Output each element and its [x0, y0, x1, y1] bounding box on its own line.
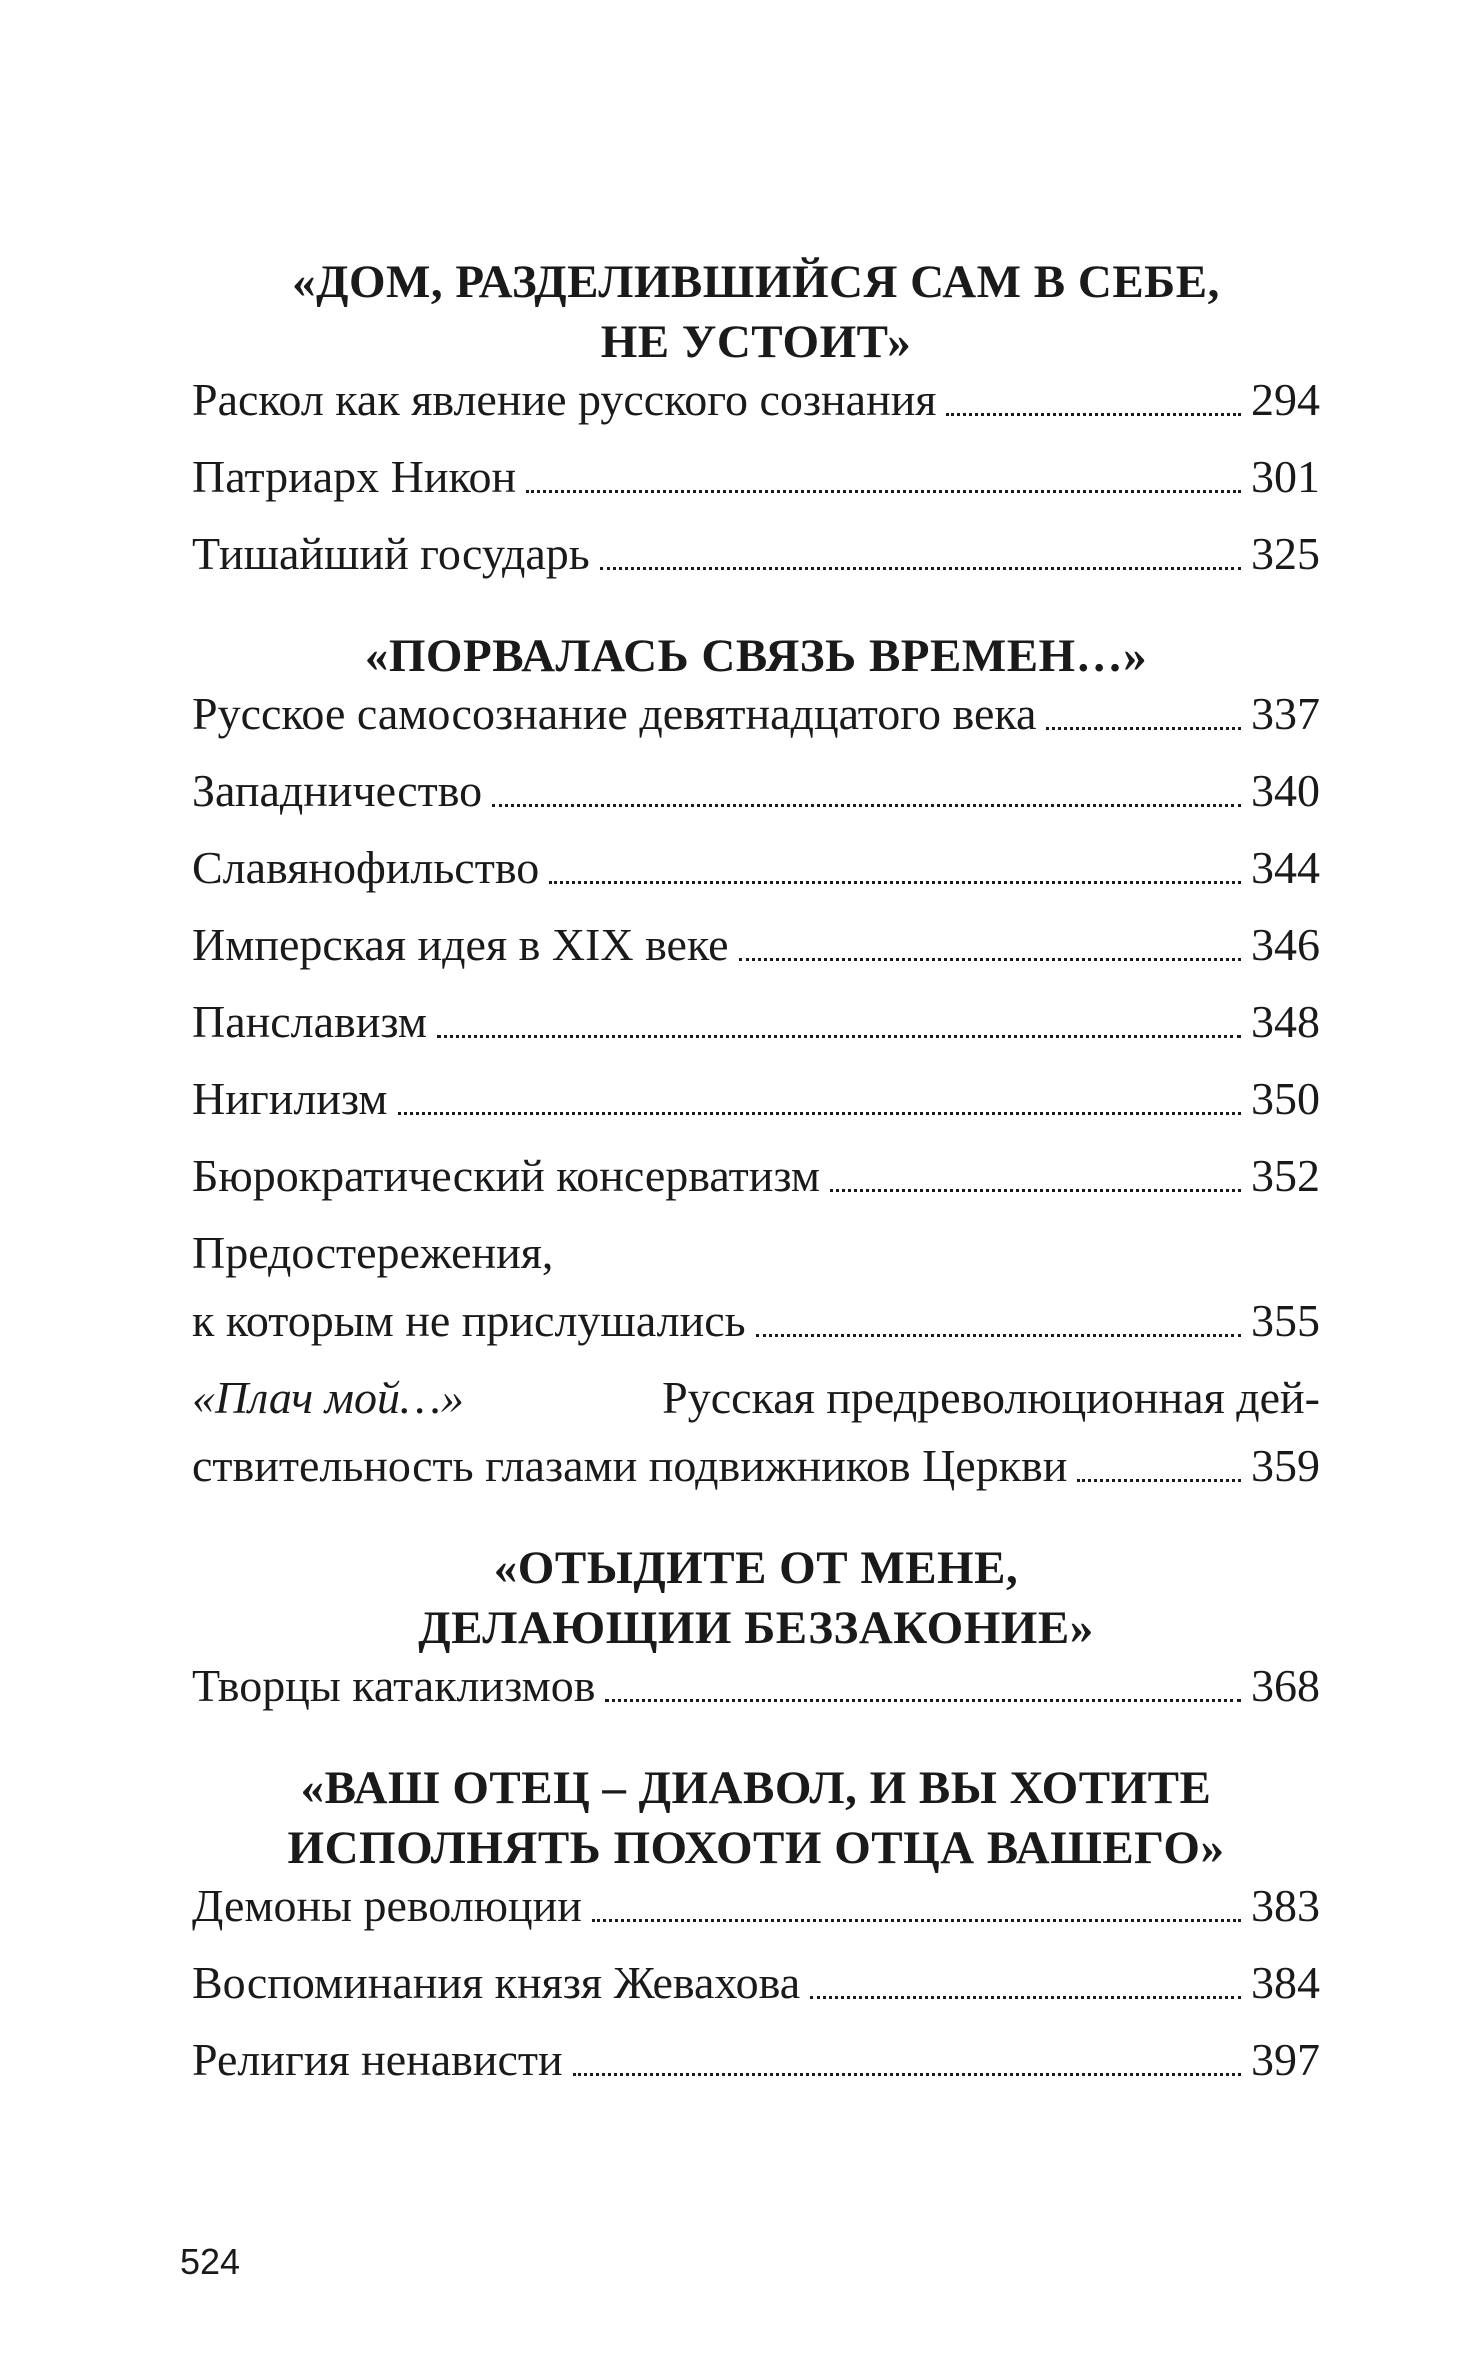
section-title-line: «ДОМ, РАЗДЕЛИВШИЙСЯ САМ В СЕБЕ,	[292, 256, 1220, 308]
page-number-footer: 524	[180, 2241, 241, 2282]
table-of-contents	[192, 252, 1320, 2132]
entry-label: Патриарх Никон	[192, 451, 517, 502]
entry-label: Религия ненависти	[192, 2034, 563, 2085]
dot-leader	[592, 1878, 1241, 1934]
entry-label-line	[192, 1370, 1320, 1426]
toc-entry[interactable]	[192, 840, 1320, 896]
toc-entry[interactable]	[192, 372, 1320, 428]
entry-label-line: к которым не прислушались	[192, 1295, 746, 1346]
toc-entry-last-line	[192, 1293, 1320, 1349]
entry-page-number: 294	[1251, 374, 1320, 425]
dot-leader	[549, 840, 1241, 896]
entry-label-line: Предостережения,	[192, 1227, 554, 1278]
entry-italic-lead: «Плач мой…»	[192, 1372, 464, 1423]
dot-leader	[1046, 686, 1241, 742]
dot-leader	[437, 994, 1241, 1050]
section-title-line: «ПОРВАЛАСЬ СВЯЗЬ ВРЕМЕН…»	[364, 630, 1148, 682]
dot-leader	[526, 449, 1241, 505]
entry-label: Панславизм	[192, 996, 428, 1047]
entry-page-number: 301	[1251, 451, 1320, 502]
toc-entry[interactable]	[192, 686, 1320, 742]
dot-leader	[573, 2032, 1241, 2088]
entry-page-number: 355	[1251, 1295, 1320, 1346]
toc-section	[192, 1538, 1320, 1714]
section-title-line: «ВАШ ОТЕЦ – ДИАВОЛ, И ВЫ ХОТИТЕ	[300, 1762, 1212, 1814]
entry-label: Бюрократический консерватизм	[192, 1150, 820, 1201]
entry-page-number: 397	[1251, 2034, 1320, 2085]
dot-leader	[946, 372, 1241, 428]
dot-leader	[1077, 1438, 1241, 1494]
entry-page-number: 350	[1251, 1073, 1320, 1124]
entry-page-number: 368	[1251, 1660, 1320, 1711]
entry-label: Русское самосознание девятнадцатого века	[192, 688, 1037, 739]
toc-entry-last-line	[192, 1438, 1320, 1494]
dot-leader	[756, 1293, 1241, 1349]
toc-entry[interactable]	[192, 1148, 1320, 1204]
toc-entry[interactable]	[192, 1658, 1320, 1714]
entry-page-number: 352	[1251, 1150, 1320, 1201]
toc-entry[interactable]	[192, 917, 1320, 973]
entry-label: Раскол как явление русского сознания	[192, 374, 937, 425]
dot-leader	[492, 763, 1241, 819]
section-title-line: ДЕЛАЮЩИИ БЕЗЗАКОНИЕ»	[418, 1602, 1094, 1654]
toc-entry[interactable]	[192, 1878, 1320, 1934]
toc-section	[192, 252, 1320, 582]
section-title	[192, 626, 1320, 686]
entry-page-number: 383	[1251, 1880, 1320, 1931]
entry-label: Имперская идея в XIX веке	[192, 919, 729, 970]
entry-page-number: 359	[1251, 1440, 1320, 1491]
entry-label-rest: Русская предреволюционная дей-	[662, 1372, 1320, 1423]
section-title-line: «ОТЫДИТЕ ОТ МЕНЕ,	[493, 1542, 1019, 1594]
dot-leader	[398, 1071, 1241, 1127]
entry-page-number: 337	[1251, 688, 1320, 739]
toc-entry[interactable]	[192, 994, 1320, 1050]
entry-page-number: 384	[1251, 1957, 1320, 2008]
toc-section	[192, 626, 1320, 1494]
entry-page-number: 348	[1251, 996, 1320, 1047]
section-title	[192, 1758, 1320, 1878]
toc-entry[interactable]	[192, 449, 1320, 505]
entry-label: Демоны революции	[192, 1880, 582, 1931]
entry-page-number: 340	[1251, 765, 1320, 816]
toc-entry[interactable]	[192, 763, 1320, 819]
entry-label: Западничество	[192, 765, 483, 816]
entry-label: Тишайший государь	[192, 528, 590, 579]
entry-label-line: ствительность глазами подвижников Церкви	[192, 1440, 1068, 1491]
toc-section	[192, 1758, 1320, 2088]
toc-entry[interactable]	[192, 2032, 1320, 2088]
entry-label: Воспоминания князя Жевахова	[192, 1957, 801, 2008]
section-title	[192, 1538, 1320, 1658]
dot-leader	[739, 917, 1241, 973]
dot-leader	[830, 1148, 1241, 1204]
entry-label: Славянофильство	[192, 842, 540, 893]
entry-page-number: 346	[1251, 919, 1320, 970]
toc-entry[interactable]	[192, 1071, 1320, 1127]
section-title-line: ИСПОЛНЯТЬ ПОХОТИ ОТЦА ВАШЕГО»	[287, 1822, 1225, 1874]
entry-page-number: 344	[1251, 842, 1320, 893]
entry-page-number: 325	[1251, 528, 1320, 579]
toc-entry-multiline[interactable]	[192, 1370, 1320, 1494]
entry-label: Нигилизм	[192, 1073, 388, 1124]
dot-leader	[605, 1658, 1241, 1714]
toc-entry[interactable]	[192, 526, 1320, 582]
toc-entry[interactable]	[192, 1955, 1320, 2011]
dot-leader	[600, 526, 1241, 582]
dot-leader	[810, 1955, 1241, 2011]
toc-entry-multiline[interactable]	[192, 1225, 1320, 1349]
section-title-line: НЕ УСТОИТ»	[600, 316, 912, 368]
entry-label: Творцы катаклизмов	[192, 1660, 596, 1711]
section-title	[192, 252, 1320, 372]
